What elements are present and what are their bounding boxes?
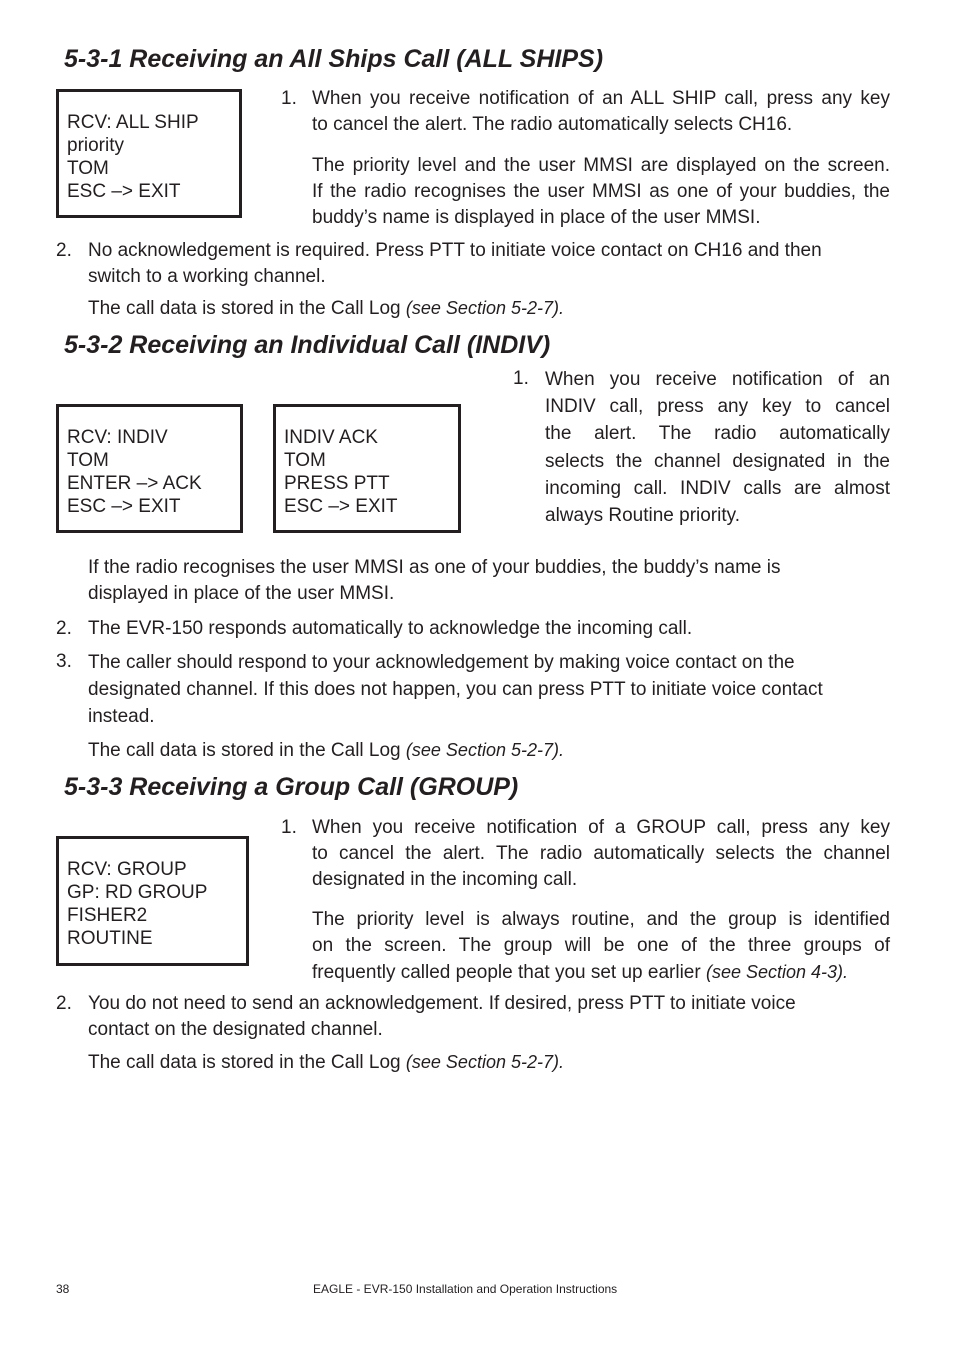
call-log-note: The call data is stored in the Call Log (see Section 5-2-7).	[88, 740, 564, 761]
lcd-line: RCV: INDIV	[67, 427, 168, 448]
lcd-line: ESC –> EXIT	[67, 181, 181, 202]
step-number: 2.	[56, 993, 72, 1014]
call-log-note: The call data is stored in the Call Log (see Section 5-2-7).	[88, 298, 564, 319]
lcd-line: FISHER2	[67, 905, 148, 926]
step-text: The EVR-150 responds automatically to acknowledge the incoming call.	[88, 618, 693, 639]
lcd-line: ESC –> EXIT	[284, 496, 398, 517]
step-text: When you receive notification of an INDIV call, press any key to cancel the alert. The radio automatically selects the channel designated in the incoming call. INDIV calls are almost always Routine priority.	[545, 369, 890, 527]
lcd-line: PRESS PTT	[284, 473, 390, 494]
lcd-screen-all-ships	[56, 89, 242, 218]
lcd-screen-group	[56, 836, 249, 966]
section-reference: (see Section 5-2-7).	[405, 298, 564, 318]
lcd-line: GP: RD GROUP	[67, 882, 208, 903]
page-number: 38	[56, 1282, 70, 1296]
lcd-line: TOM	[284, 450, 326, 471]
lcd-line: INDIV ACK	[284, 427, 378, 448]
step-number: 2.	[56, 618, 72, 639]
step-number: 2.	[56, 240, 72, 261]
step-note: The priority level is always routine, and the group is identified on the screen. The group will be one of the three groups of frequently called people that you set up earlier (see Section 4-3).	[312, 909, 890, 983]
footer-title: EAGLE - EVR-150 Installation and Operation Instructions	[313, 1282, 618, 1296]
step-number: 1.	[281, 88, 297, 109]
lcd-line: ESC –> EXIT	[67, 496, 181, 517]
step-text: When you receive notification of an ALL SHIP call, press any key to cancel the alert. The radio automatically selects CH16.	[312, 88, 890, 135]
lcd-line: TOM	[67, 450, 109, 471]
step-note: If the radio recognises the user MMSI as one of your buddies, the buddy’s name is displayed in place of the user MMSI.	[88, 557, 781, 604]
lcd-line: RCV: GROUP	[67, 859, 187, 880]
section-heading-all-ships: 5-3-1 Receiving an All Ships Call (ALL SHIPS)	[64, 45, 604, 73]
lcd-line: RCV: ALL SHIP	[67, 112, 199, 133]
section-reference: (see Section 5-2-7).	[405, 740, 564, 760]
section-heading-group: 5-3-3 Receiving a Group Call (GROUP)	[64, 773, 519, 801]
step-note: The priority level and the user MMSI are displayed on the screen. If the radio recognises the user MMSI as one of your buddies, the buddy’s name is displayed in place of the user MMSI.	[312, 155, 890, 228]
lcd-line: ENTER –> ACK	[67, 473, 202, 494]
section-reference: (see Section 4-3).	[705, 962, 849, 982]
lcd-line: TOM	[67, 158, 109, 179]
lcd-screen-indiv-ack	[273, 404, 461, 533]
section-heading-individual: 5-3-2 Receiving an Individual Call (INDIV)	[64, 331, 551, 359]
step-text: The caller should respond to your acknowledgement by making voice contact on the designated channel. If this does not happen, you can press PTT to initiate voice contact instead.	[88, 652, 823, 727]
call-log-note: The call data is stored in the Call Log (see Section 5-2-7).	[88, 1052, 564, 1073]
step-text: When you receive notification of a GROUP call, press any key to cancel the alert. The radio automatically selects the channel designated in the incoming call.	[312, 817, 890, 890]
step-number: 3.	[56, 651, 72, 672]
step-number: 1.	[513, 368, 529, 389]
section-reference: (see Section 5-2-7).	[405, 1052, 564, 1072]
step-number: 1.	[281, 817, 297, 838]
lcd-screen-indiv-receive	[56, 404, 243, 533]
lcd-line: priority	[67, 135, 125, 156]
step-text: You do not need to send an acknowledgement. If desired, press PTT to initiate voice contact on the designated channel.	[88, 993, 796, 1040]
lcd-line: ROUTINE	[67, 928, 153, 949]
step-text: No acknowledgement is required. Press PTT to initiate voice contact on CH16 and then switch to a working channel.	[88, 240, 822, 287]
